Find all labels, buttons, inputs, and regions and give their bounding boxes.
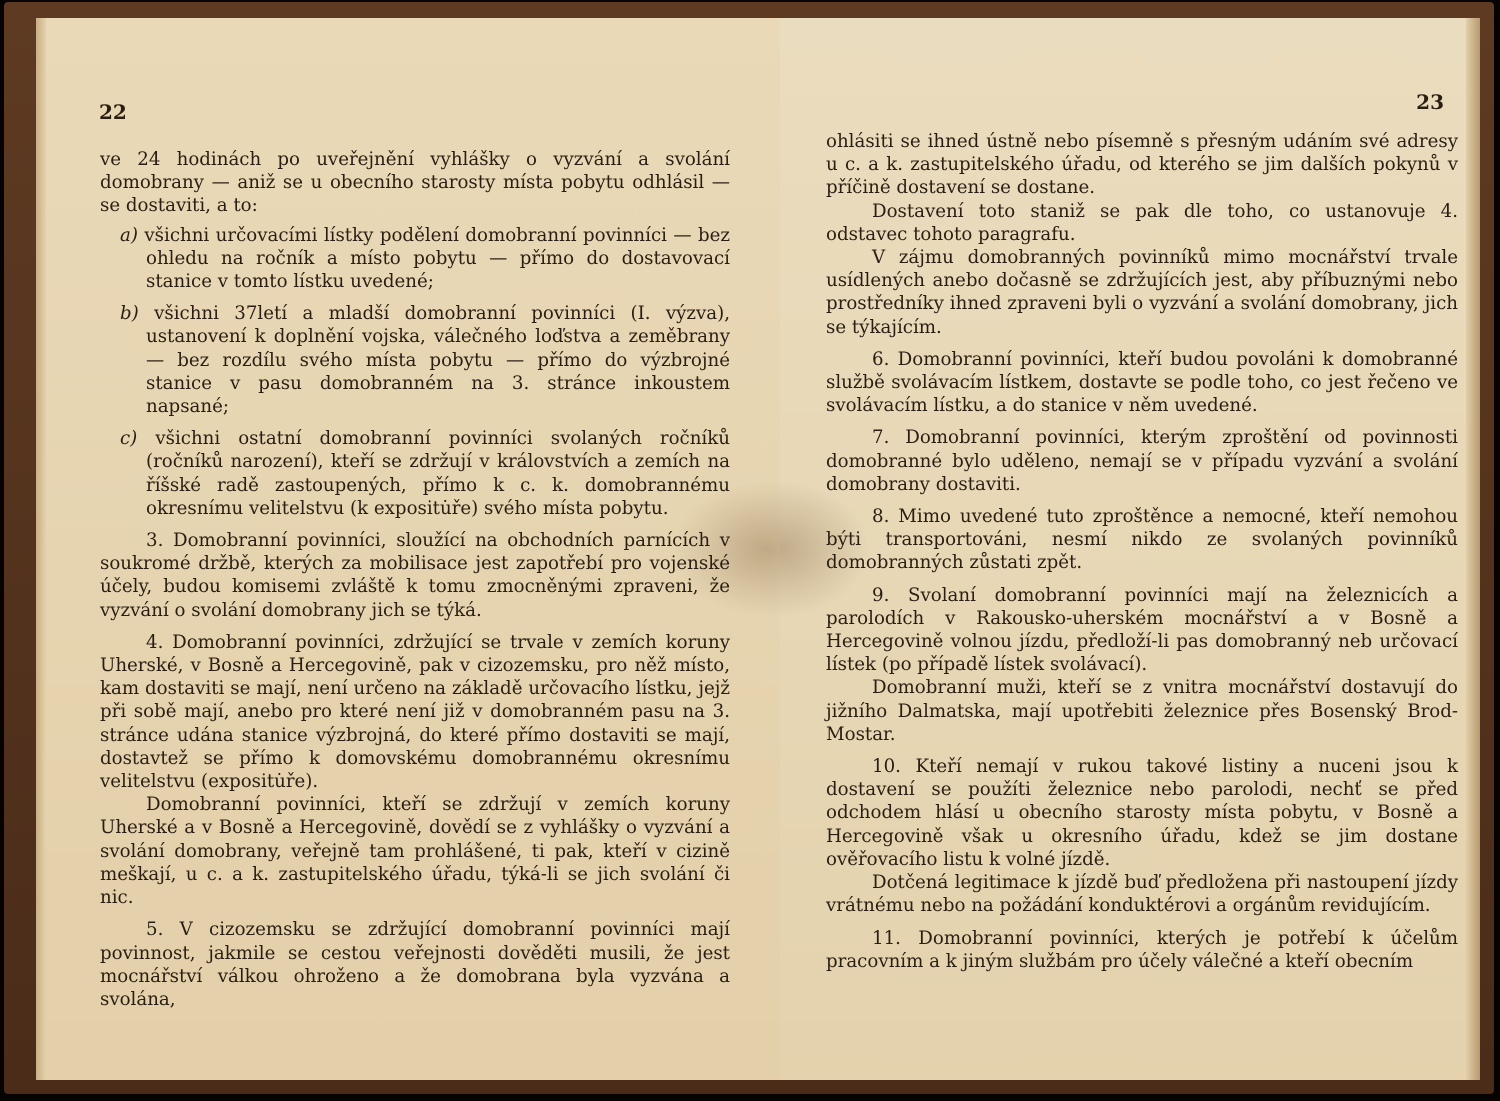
page-body: [100, 148, 730, 1011]
list-item-text: všichni určovacími lístky podělení domobranní povinníci — bez ohledu na ročník a místo pobytu — přímo do dostavovací stanice v tomto lístku uvedené;: [144, 224, 730, 293]
list-item-b: [100, 302, 730, 418]
right-page: [780, 18, 1480, 1080]
paragraph-11: 11. Domobranní povinníci, kterých je potřebí k účelům pracovním a k jiným službám pro účely válečné a kteří obecním: [826, 927, 1458, 972]
list-item-c: [100, 427, 730, 520]
page-body: [826, 130, 1458, 973]
intro-paragraph: ve 24 hodinách po uveřejnění vyhlášky o vyzvání a svolání domobrany — aniž se u obecního starosty místa pobytu odhlásil — se dostaviti, a to:: [100, 149, 730, 217]
list-item-text: všichni ostatní domobranní povinníci svolaných ročníků (ročníků narození), kteří se zdržují v královstvích a zemích na říšské radě zastoupených, přímo k c. k. domobrannému okresnímu velitelstvu (k expositu̇ře) svého místa pobytu.: [146, 428, 730, 519]
page-number: 22: [99, 100, 127, 124]
continued-paragraph: ohlásiti se ihned ústně nebo písemně s přesným udáním své adresy u c. a k. zastupitelského úřadu, od kterého se jim dalších pokynů v příčině dostavení se dostane.: [826, 131, 1458, 199]
paragraph-10b: Dotčená legitimace k jízdě buď předložena při nastoupení jízdy vrátnému nebo na požádání konduktérovi a orgánům revidujícím.: [826, 872, 1458, 917]
paragraph-6: 6. Domobranní povinníci, kteří budou povoláni k domobranné službě svolávacím lístkem, dostavte se podle toho, co jest řečeno ve svolávacím lístku, a do stanice v něm uvedené.: [826, 348, 1458, 417]
page-number: 23: [1416, 90, 1444, 114]
paragraph-10: 10. Kteří nemají v rukou takové listiny a nuceni jsou k dostavení se použíti železnice nebo parolodi, nechť se před odchodem hlásí u obecního starosty místa pobytu, v Bosně a Hercegovině však u okresního úřadu, kdež se jim dostane ověřovacího listu k volné jízdě.: [826, 756, 1458, 870]
left-page: [36, 18, 782, 1080]
paragraph-4b: Domobranní povinníci, kteří se zdržují v zemích koruny Uherské a v Bosně a Hercegovině, dovědí se z vyhlášky o vyzvání a svolání domobrany, veřejně tam prohlášené, ti pak, kteří v cizině meškají, u c. a k. zastupitelského úřadu, týká-li se jich svolání či nic.: [100, 794, 730, 909]
list-item-a: [100, 224, 730, 294]
list-marker: b): [120, 303, 139, 325]
list-marker: a): [120, 224, 138, 246]
paragraph-9b: Domobranní muži, kteří se z vnitra mocnářství dostavují do jižního Dalmatska, mají upotřebiti železnice přes Bosenský Brod-Mostar.: [826, 677, 1458, 745]
paragraph-9: 9. Svolaní domobranní povinníci mají na železnicích a parolodích v Rakousko-uherském mocnářství a v Bosně a Hercegovině volnou jízdu, předloží-li pas domobranný neb určovací lístek (po případě lístek svolávací).: [826, 584, 1458, 676]
paragraph-4: 4. Domobranní povinníci, zdržující se trvale v zemích koruny Uherské, v Bosně a Hercegovině, pak v cizozemsku, pro něž místo, kam dostaviti se mají, není určeno na základě určovacího lístku, jejž při sobě mají, anebo pro které není již v domobranném pasu na 3. stránce udána stanice výzbrojná, do které přímo dostaviti se mají, dostavtež se přímo k domovskému domobrannému okresnímu velitelstvu (expositu̇ře).: [100, 631, 730, 793]
paragraph-continued-2: Dostavení toto staniž se pak dle toho, co ustanovuje 4. odstavec tohoto paragrafu.: [826, 200, 1458, 245]
list-item-text: všichni 37letí a mladší domobranní povinníci (I. výzva), ustanovení k doplnění vojska, válečného loďstva a zeměbrany — bez rozdílu svého místa pobytu — přímo do výzbrojné stanice v pasu domobranném na 3. stránce inkoustem napsané;: [146, 303, 730, 418]
paragraph-3: 3. Domobranní povinníci, sloužící na obchodních parnících v soukromé držbě, kterých za mobilisace jest zapotřebí pro vojenské účely, budou komisemi zvláště k tomu zmocněnými zpraveni, že vyzvání o svolání domobrany jich se týká.: [100, 530, 730, 621]
paragraph-8: 8. Mimo uvedené tuto zproštěnce a nemocné, kteří nemohou býti transportováni, nesmí nikdo ze svolaných povinníků domobranných zůstati zpět.: [826, 506, 1458, 574]
paragraph-7: 7. Domobranní povinníci, kterým zproštění od povinnosti domobranné bylo uděleno, nemají se v případu vyzvání a svolání domobrany dostaviti.: [826, 427, 1458, 495]
paragraph-5: 5. V cizozemsku se zdržující domobranní povinníci mají povinnost, jakmile se cestou veřejnosti dověděti musili, že jest mocnářství válkou ohroženo a že domobrana byla vyzvána a svolána,: [100, 919, 730, 1010]
paragraph-continued-3: V zájmu domobranných povinníků mimo mocnářství trvale usídlených anebo dočasně se zdržujících jest, aby příbuznými nebo prostředníky ihned zpraveni byli o vyzvání a svolání domobrany, jich se týkajícím.: [826, 247, 1458, 338]
list-marker: c): [120, 428, 138, 450]
